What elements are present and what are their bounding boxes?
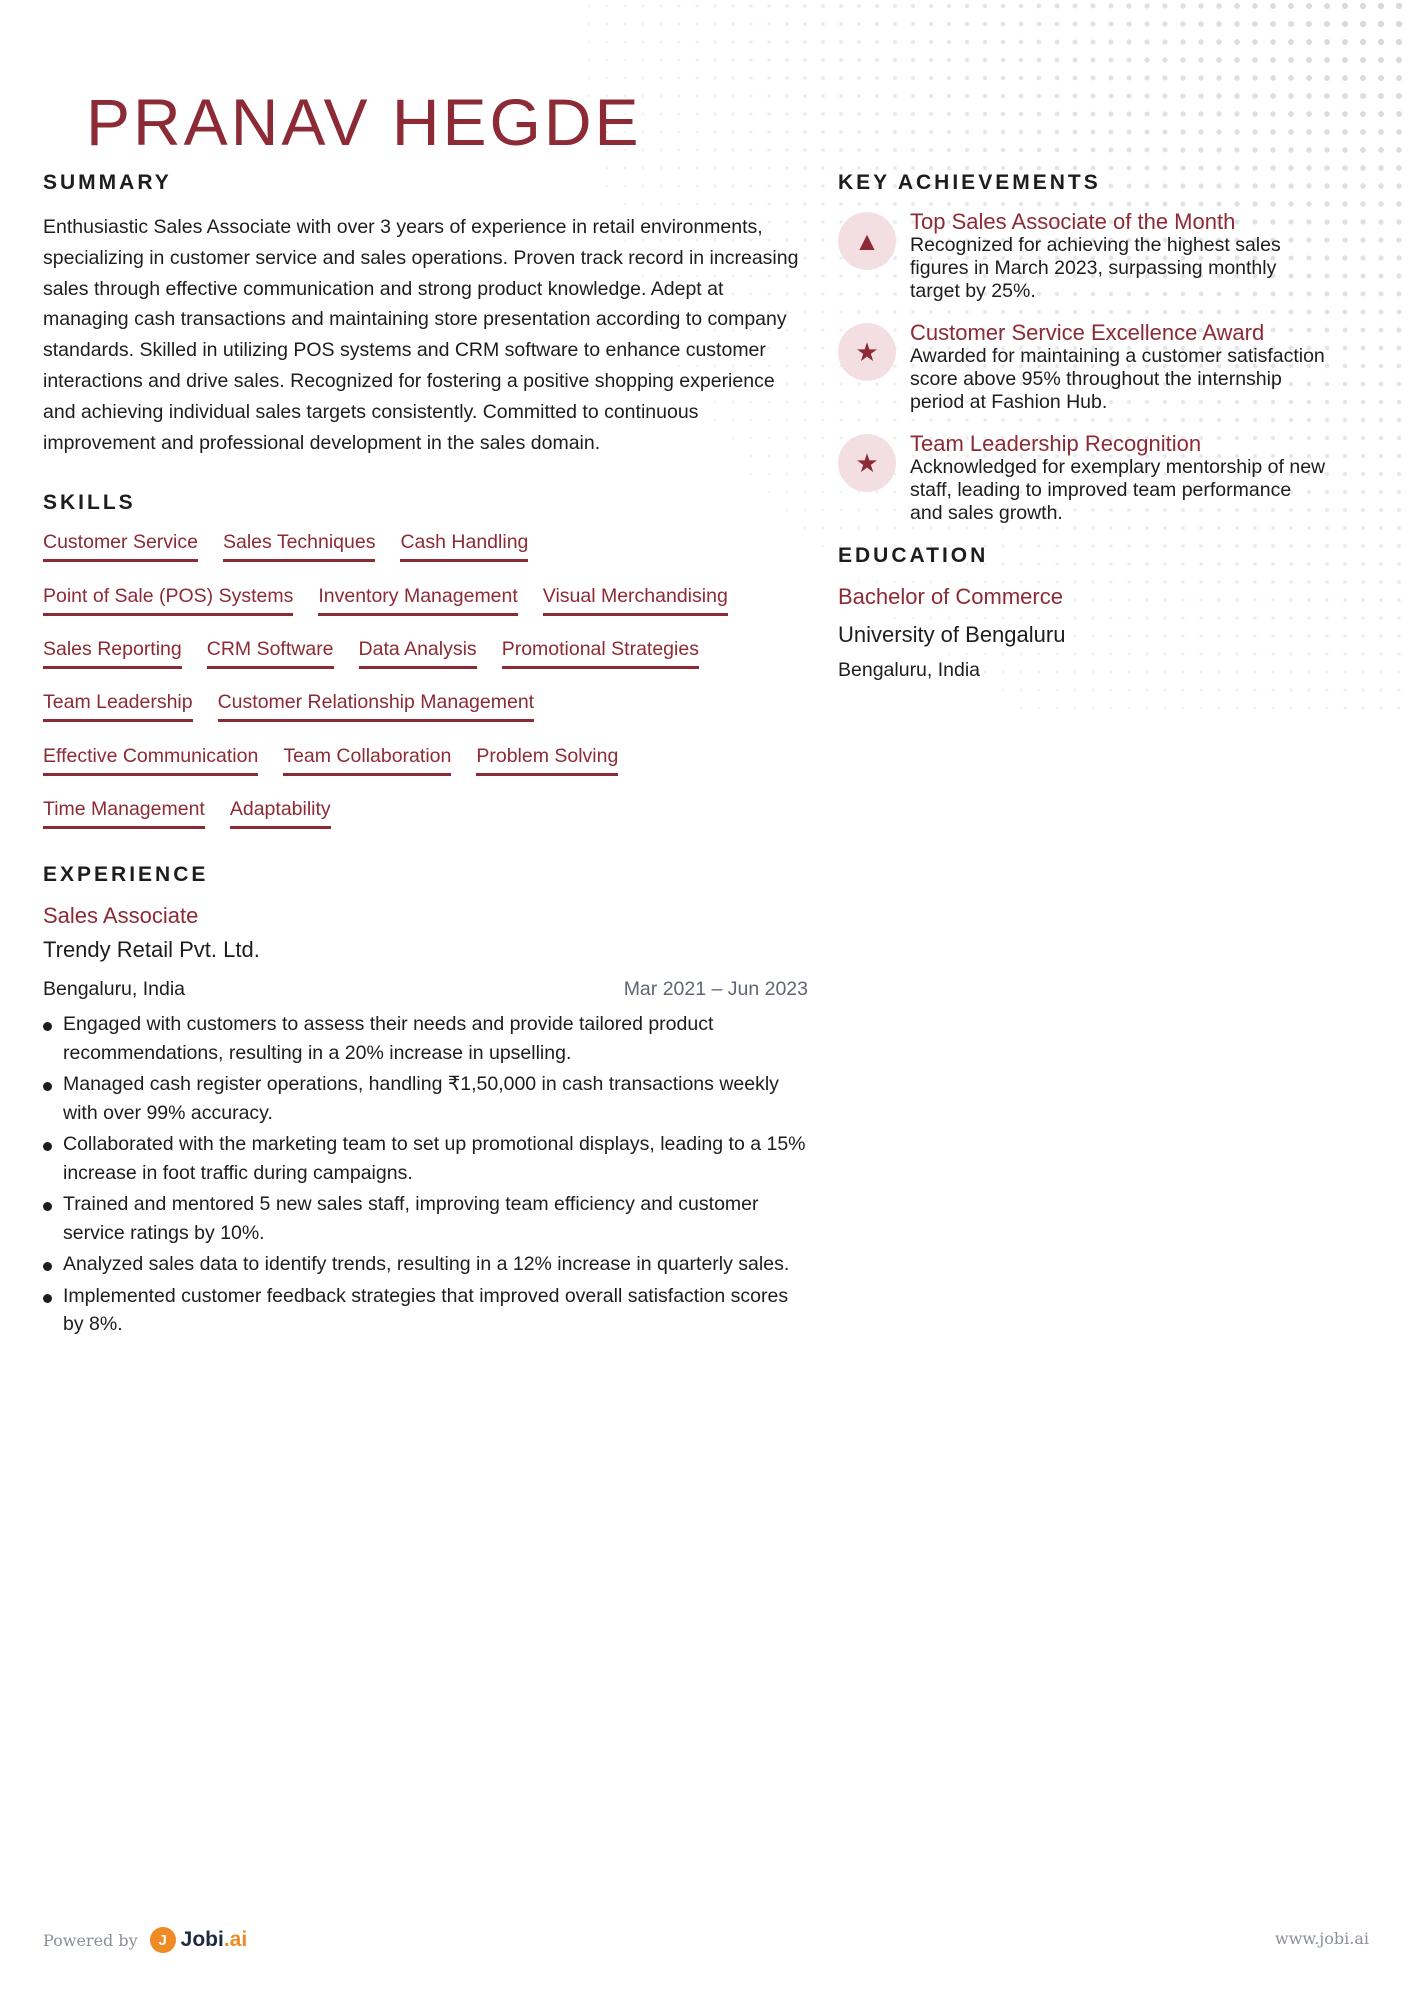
skill-tag: Data Analysis [359, 637, 477, 669]
education-degree: Bachelor of Commerce [838, 584, 1063, 609]
skill-tag: Problem Solving [476, 744, 618, 776]
achievement-description: Acknowledged for exemplary mentorship of new staff, leading to improved team performance and sales growth. [910, 456, 1326, 524]
skill-tag: Inventory Management [318, 584, 517, 616]
skill-tag: Cash Handling [400, 530, 528, 562]
skill-tag: Customer Service [43, 530, 198, 562]
skill-tag: Visual Merchandising [543, 584, 728, 616]
education-location: Bengaluru, India [838, 659, 981, 681]
skill-tag: Sales Reporting [43, 637, 182, 669]
bullet-dot-icon [43, 1262, 52, 1271]
achievement-title: Customer Service Excellence Award [910, 320, 1265, 345]
job-bullets [43, 1010, 808, 1339]
star-icon: ★ [838, 434, 896, 492]
skill-tag: Sales Techniques [223, 530, 376, 562]
job-bullet-text: Engaged with customers to assess their needs and provide tailored product recommendations, resulting in a 20% increase in upselling. [63, 1013, 714, 1064]
achievement-item [838, 210, 1328, 303]
job-entry [43, 902, 808, 1339]
achievement-description: Recognized for achieving the highest sales figures in March 2023, surpassing monthly target by 25%. [910, 234, 1281, 302]
education-heading: EDUCATION [838, 544, 989, 567]
bullet-dot-icon [43, 1202, 52, 1211]
job-company: Trendy Retail Pvt. Ltd. [43, 937, 260, 963]
bullet-dot-icon [43, 1082, 52, 1091]
bullet-dot-icon [43, 1294, 52, 1303]
job-meta [43, 976, 808, 1002]
achievements-list [838, 210, 1328, 525]
job-bullet [43, 1190, 808, 1247]
skills-list [43, 530, 808, 850]
achievement-title: Team Leadership Recognition [910, 431, 1202, 456]
job-bullet-text: Implemented customer feedback strategies that improved overall satisfaction scores by 8%. [63, 1284, 789, 1336]
job-bullet-text: Analyzed sales data to identify trends, resulting in a 12% increase in quarterly sales. [63, 1253, 790, 1276]
achievement-body [910, 321, 1328, 414]
skill-row [43, 690, 808, 743]
skill-row [43, 530, 808, 583]
jobi-logo-text: Jobi.ai [180, 1928, 248, 1951]
achievement-item [838, 432, 1328, 525]
skill-tag: Promotional Strategies [502, 637, 699, 669]
jobi-logo[interactable] [150, 1927, 248, 1953]
job-bullet [43, 1282, 808, 1339]
job-role: Sales Associate [43, 903, 199, 929]
skill-tag: Team Leadership [43, 690, 193, 722]
achievements-heading: KEY ACHIEVEMENTS [838, 171, 1101, 194]
medal-icon: ▲ [838, 212, 896, 270]
left-column [43, 170, 808, 1342]
experience-heading: EXPERIENCE [43, 863, 209, 887]
candidate-name: PRANAV HEGDE [86, 85, 642, 159]
skill-tag: Time Management [43, 797, 205, 829]
skill-row [43, 584, 808, 637]
website-link[interactable]: www.jobi.ai [1275, 1929, 1369, 1948]
achievement-title: Top Sales Associate of the Month [910, 209, 1236, 234]
skill-row [43, 797, 808, 850]
skill-tag: Point of Sale (POS) Systems [43, 584, 293, 616]
achievement-description: Awarded for maintaining a customer satisfaction score above 95% throughout the internship period at Fashion Hub. [910, 345, 1325, 413]
job-bullet-text: Trained and mentored 5 new sales staff, improving team efficiency and customer service ratings by 10%. [63, 1193, 759, 1244]
skill-row [43, 744, 808, 797]
bullet-dot-icon [43, 1022, 52, 1031]
skill-tag: Team Collaboration [283, 744, 451, 776]
achievement-body [910, 210, 1328, 303]
skill-tag: CRM Software [207, 637, 334, 669]
skill-row [43, 637, 808, 690]
jobi-logo-icon: J [150, 1927, 176, 1953]
job-bullet [43, 1250, 808, 1279]
job-location: Bengaluru, India [43, 978, 186, 1001]
job-bullet-text: Collaborated with the marketing team to set up promotional displays, leading to a 15% increase in foot traffic during campaigns. [63, 1133, 806, 1184]
achievement-item [838, 321, 1328, 414]
job-dates: Mar 2021 – Jun 2023 [623, 978, 808, 1001]
skill-tag: Effective Communication [43, 744, 258, 776]
star-icon: ★ [838, 323, 896, 381]
skills-heading: SKILLS [43, 491, 136, 515]
job-bullet [43, 1010, 808, 1067]
bullet-dot-icon [43, 1142, 52, 1151]
education-school: University of Bengaluru [838, 622, 1066, 647]
summary-heading: SUMMARY [43, 171, 172, 194]
right-column [838, 170, 1328, 683]
achievement-body [910, 432, 1328, 525]
summary-text: Enthusiastic Sales Associate with over 3 years of experience in retail environments, specializing in customer service and sales operations. Proven track record in increasing sales through effective communication and strong product knowledge. Adept at managing cash transactions and maintaining store presentation according to company standards. Skilled in utilizing POS systems and CRM software to enhance customer interactions and drive sales. Recognized for fostering a positive shopping experience and achieving individual sales targets consistently. Committed to continuous improvement and professional development in the sales domain. [43, 216, 799, 454]
job-bullet [43, 1130, 808, 1187]
powered-by-footer [43, 1927, 247, 1953]
skill-tag: Adaptability [230, 797, 331, 829]
job-bullet-text: Managed cash register operations, handling ₹1,50,000 in cash transactions weekly with over 99% accuracy. [63, 1073, 779, 1124]
job-bullet [43, 1070, 808, 1127]
skill-tag: Customer Relationship Management [218, 690, 535, 722]
powered-by-label: Powered by [43, 1930, 138, 1950]
